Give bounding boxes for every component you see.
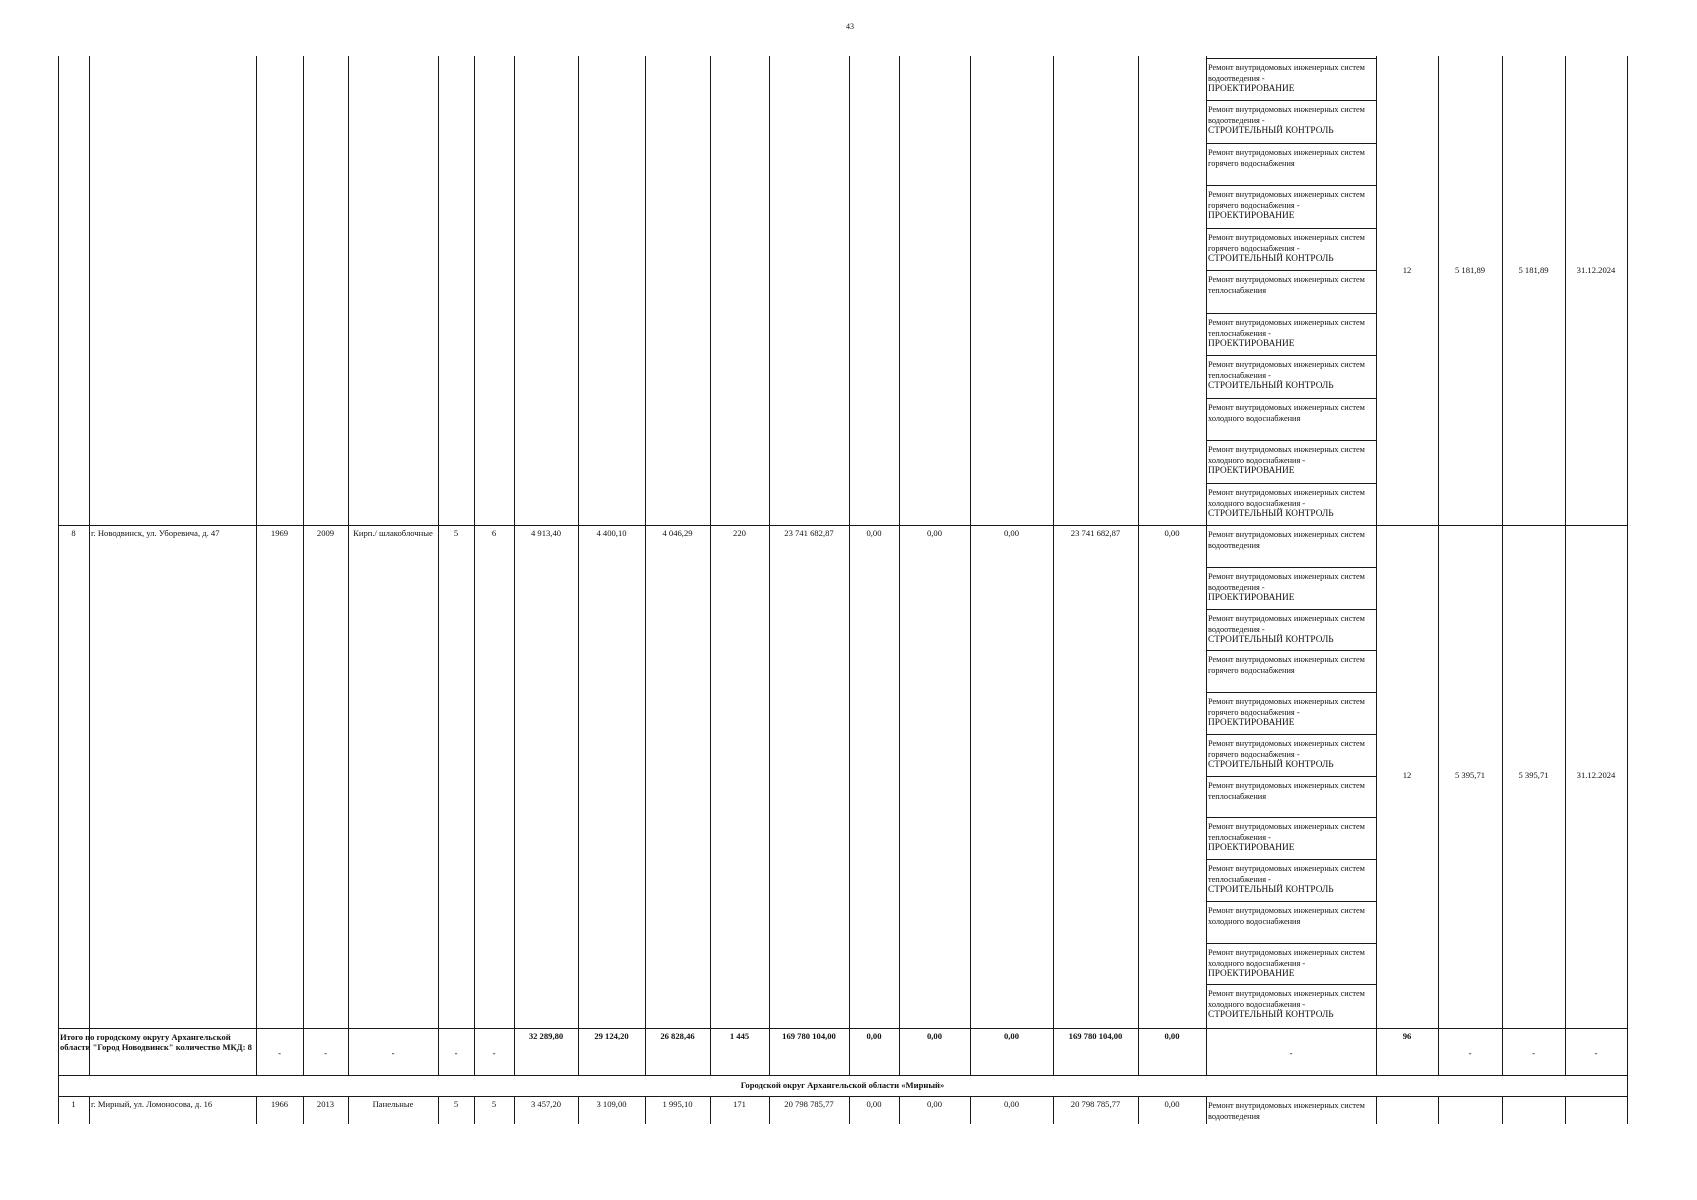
work-item-stage: ПРОЕКТИРОВАНИЕ [1208,466,1295,476]
section-title: Городской округ Архангельской области «Мирный» [740,1080,945,1090]
grid-vline [303,56,304,1075]
grid-vline [1053,1096,1054,1124]
cell-max-unit-cost: 5 395,71 [1518,770,1549,780]
work-item-stage: ПРОЕКТИРОВАНИЕ [1208,339,1295,349]
grid-hline [1206,943,1376,944]
total-total-area: 32 289,80 [528,1031,564,1041]
grid-hline [1206,525,1376,526]
grid-vline [1627,1075,1628,1096]
grid-vline [514,1096,515,1124]
grid-vline [1565,1096,1566,1124]
grid-vline [58,1075,59,1096]
grid-vline [89,1096,90,1124]
grid-vline [348,56,349,1075]
work-item [1208,572,1376,604]
work-item-text: Ремонт внутридомовых инженерных систем холодного водоснабжения - [1208,948,1365,968]
work-item-text: Ремонт внутридомовых инженерных систем водоотведения - [1208,572,1365,592]
grid-hline [58,525,1627,526]
work-item-text: Ремонт внутридомовых инженерных систем холодного водоснабжения - [1208,445,1365,465]
work-item-text: Ремонт внутридомовых инженерных систем теплоснабжения [1208,781,1365,801]
grid-vline [256,56,257,1075]
cell-area-residential: 1 995,10 [662,1099,693,1109]
work-item-text: Ремонт внутридомовых инженерных систем горячего водоснабжения [1208,655,1365,675]
cell-row-no: 8 [71,528,76,538]
grid-hline [1206,859,1376,860]
cell-cost-owners: 23 741 682,87 [1070,528,1121,538]
work-item-text: Ремонт внутридомовых инженерных систем теплоснабжения - [1208,318,1365,338]
work-item [1208,445,1376,477]
grid-vline [1502,1096,1503,1124]
cell-cost-fund: 0,00 [866,528,882,538]
work-item-stage: СТРОИТЕЛЬНЫЙ КОНТРОЛЬ [1208,760,1334,770]
cell-cost-other: 0,00 [1164,528,1180,538]
work-item [1208,148,1376,169]
grid-vline [970,1096,971,1124]
work-item [1208,488,1376,520]
total-dash: - [1532,1048,1535,1058]
work-item-stage: СТРОИТЕЛЬНЫЙ КОНТРОЛЬ [1208,885,1334,895]
work-item [1208,948,1376,980]
total-cost-local: 0,00 [1003,1031,1020,1041]
grid-hline [1206,609,1376,610]
grid-hline [1206,143,1376,144]
cell-unit-cost: 5 395,71 [1454,770,1486,780]
grid-hline [1206,567,1376,568]
work-item [1208,63,1376,95]
grid-hline [1206,228,1376,229]
grid-vline [899,56,900,1075]
total-dash: - [278,1048,281,1058]
cell-floors: 5 [453,528,459,538]
grid-hline [1206,984,1376,985]
grid-vline [849,1096,850,1124]
work-item [1208,614,1376,646]
grid-hline [1206,1096,1376,1097]
grid-vline [899,1096,900,1124]
grid-vline [710,1096,711,1124]
work-item-text: Ремонт внутридомовых инженерных систем водоотведения [1208,1101,1365,1121]
work-item-stage: СТРОИТЕЛЬНЫЙ КОНТРОЛЬ [1208,126,1334,136]
work-item-stage: СТРОИТЕЛЬНЫЙ КОНТРОЛЬ [1208,1010,1334,1020]
grid-vline [1138,1096,1139,1124]
grid-vline [1502,56,1503,1075]
cell-cost-owners: 20 798 785,77 [1070,1099,1121,1109]
grid-hline [1206,58,1376,59]
grid-vline [474,1096,475,1124]
cell-cost-fund: 0,00 [866,1099,882,1109]
grid-vline [89,56,90,1075]
work-item [1208,989,1376,1021]
work-item [1208,360,1376,392]
grid-vline [303,1096,304,1124]
work-item-stage: СТРОИТЕЛЬНЫЙ КОНТРОЛЬ [1208,635,1334,645]
total-cost-region: 0,00 [926,1031,943,1041]
work-item-stage: ПРОЕКТИРОВАНИЕ [1208,84,1295,94]
cell-deadline: 31.12.2024 [1576,265,1616,275]
grid-vline [578,1096,579,1124]
work-item-stage: ПРОЕКТИРОВАНИЕ [1208,969,1295,979]
cell-floors: 5 [453,1099,459,1109]
grid-vline [1138,56,1139,1075]
grid-vline [769,56,770,1075]
total-work-count: 96 [1402,1031,1412,1041]
cell-residents: 220 [733,528,746,538]
total-cost-other: 0,00 [1164,1031,1180,1041]
grid-hline [1206,100,1376,101]
cell-cost-region: 0,00 [926,528,943,538]
grid-vline [645,1096,646,1124]
grid-hline [58,1096,1627,1097]
grid-vline [1206,1096,1207,1124]
cell-total-area: 4 913,40 [530,528,562,538]
grid-hline [1206,313,1376,314]
work-item-text: Ремонт внутридомовых инженерных систем горячего водоснабжения - [1208,233,1365,253]
work-item-text: Ремонт внутридомовых инженерных систем теплоснабжения [1208,275,1365,295]
work-item-stage: ПРОЕКТИРОВАНИЕ [1208,718,1295,728]
cell-cost-region: 0,00 [926,1099,943,1109]
grid-vline [1206,56,1207,1075]
work-item-text: Ремонт внутридомовых инженерных систем теплоснабжения - [1208,360,1365,380]
work-item [1208,781,1376,802]
cell-row-no: 1 [71,1099,76,1109]
total-dash: - [391,1048,395,1058]
work-item-text: Ремонт внутридомовых инженерных систем горячего водоснабжения - [1208,697,1365,717]
total-cost-fund: 0,00 [866,1031,882,1041]
work-item [1208,822,1376,854]
grid-vline [645,56,646,1075]
cell-work-count: 12 [1402,770,1412,780]
cell-year-built: 1969 [270,528,289,538]
grid-vline [438,56,439,1075]
grid-hline [1206,355,1376,356]
work-item-text: Ремонт внутридомовых инженерных систем водоотведения [1208,530,1365,550]
grid-vline [1438,56,1439,1075]
grid-vline [438,1096,439,1124]
grid-hline [1206,901,1376,902]
total-dash: - [1289,1048,1293,1058]
work-item [1208,530,1376,551]
total-dash: - [1468,1048,1472,1058]
grid-vline [514,56,515,1075]
work-item [1208,105,1376,137]
grid-hline [1206,398,1376,399]
total-area-residential: 26 828,46 [660,1031,695,1041]
cell-cost-local: 0,00 [1003,528,1020,538]
grid-hline [1206,185,1376,186]
cell-wall-material: Кирп./ шлакоблочные [353,528,433,538]
grid-vline [578,56,579,1075]
work-item-text: Ремонт внутридомовых инженерных систем теплоснабжения - [1208,864,1365,884]
cell-cost-other: 0,00 [1164,1099,1180,1109]
work-item-stage: ПРОЕКТИРОВАНИЕ [1208,211,1295,221]
work-item-text: Ремонт внутридомовых инженерных систем водоотведения - [1208,63,1365,83]
total-cost-total: 169 780 104,00 [782,1031,836,1041]
cell-cost-total: 23 741 682,87 [784,528,834,538]
cell-year-overhaul: 2009 [316,528,335,538]
grid-vline [1053,56,1054,1075]
cell-deadline: 31.12.2024 [1576,770,1616,780]
grid-hline [1206,440,1376,441]
work-item-text: Ремонт внутридомовых инженерных систем холодного водоснабжения - [1208,989,1365,1009]
grid-vline [348,1096,349,1124]
cell-area-premises: 3 109,00 [596,1099,627,1109]
cell-cost-total: 20 798 785,77 [784,1099,834,1109]
work-item [1208,275,1376,296]
grid-vline [710,56,711,1075]
work-item [1208,739,1376,771]
work-item-stage: СТРОИТЕЛЬНЫЙ КОНТРОЛЬ [1208,254,1334,264]
cell-max-unit-cost: 5 181,89 [1518,265,1549,275]
grid-vline [1627,56,1628,1075]
work-item [1208,655,1376,676]
cell-entrances: 6 [491,528,497,538]
grid-vline [1627,1096,1628,1124]
work-item-text: Ремонт внутридомовых инженерных систем теплоснабжения - [1208,822,1365,842]
work-item-text: Ремонт внутридомовых инженерных систем горячего водоснабжения [1208,148,1365,168]
grid-hline [1206,483,1376,484]
grid-vline [474,56,475,1075]
grid-vline [1376,56,1377,1075]
grid-hline [58,1028,1627,1029]
grid-hline [1206,650,1376,651]
cell-cost-local: 0,00 [1003,1099,1020,1109]
work-item-stage: СТРОИТЕЛЬНЫЙ КОНТРОЛЬ [1208,509,1334,519]
work-item-text: Ремонт внутридомовых инженерных систем холодного водоснабжения - [1208,488,1365,508]
cell-year-built: 1966 [270,1099,289,1109]
cell-work-count: 12 [1402,265,1412,275]
total-dash: - [454,1048,458,1058]
grid-hline [1206,776,1376,777]
cell-year-overhaul: 2013 [316,1099,335,1109]
cell-total-area: 3 457,20 [530,1099,562,1109]
grid-hline [1206,692,1376,693]
work-item-text: Ремонт внутридомовых инженерных систем водоотведения - [1208,614,1365,634]
work-item [1208,190,1376,222]
grid-vline [1376,1096,1377,1124]
work-item [1208,697,1376,729]
work-item [1208,233,1376,265]
grid-vline [58,56,59,1075]
work-item [1208,906,1376,927]
total-label: Итого по городскому округу Архангельской области "Город Новодвинск" количество МКД: 8 [60,1032,252,1052]
cell-area-premises: 4 400,10 [596,528,627,538]
grid-vline [256,1096,257,1124]
grid-hline [1206,734,1376,735]
cell-unit-cost: 5 181,89 [1454,265,1486,275]
work-item-text: Ремонт внутридомовых инженерных систем горячего водоснабжения - [1208,190,1365,210]
grid-hline [58,1075,1627,1076]
cell-entrances: 5 [491,1099,497,1109]
total-dash: - [1594,1048,1598,1058]
work-item [1208,1101,1376,1122]
total-dash: - [324,1048,327,1058]
grid-vline [1438,1096,1439,1124]
total-cost-owners: 169 780 104,00 [1068,1031,1123,1041]
cell-address: г. Новодвинск, ул. Уборевича, д. 47 [91,528,220,538]
work-item-text: Ремонт внутридомовых инженерных систем водоотведения - [1208,105,1365,125]
grid-vline [1565,56,1566,1075]
grid-hline [1206,817,1376,818]
total-area-premises: 29 124,20 [594,1031,629,1041]
cell-area-residential: 4 046,29 [662,528,693,538]
work-item-text: Ремонт внутридомовых инженерных систем горячего водоснабжения - [1208,739,1365,759]
work-item [1208,318,1376,350]
work-item-stage: ПРОЕКТИРОВАНИЕ [1208,593,1295,603]
grid-hline [1206,270,1376,271]
work-item-stage: ПРОЕКТИРОВАНИЕ [1208,843,1295,853]
grid-vline [58,1096,59,1124]
cell-residents: 171 [733,1099,746,1109]
work-item [1208,403,1376,424]
cell-wall-material: Панельные [372,1099,414,1109]
work-item-stage: СТРОИТЕЛЬНЫЙ КОНТРОЛЬ [1208,381,1334,391]
page-number: 43 [846,22,854,31]
total-residents: 1 445 [729,1031,750,1041]
grid-vline [849,56,850,1075]
work-item-text: Ремонт внутридомовых инженерных систем холодного водоснабжения [1208,403,1365,423]
cell-address: г. Мирный, ул. Ломоносова, д. 16 [91,1099,213,1109]
work-item [1208,864,1376,896]
work-item-text: Ремонт внутридомовых инженерных систем холодного водоснабжения [1208,906,1365,926]
grid-vline [970,56,971,1075]
total-dash: - [492,1048,496,1058]
grid-vline [769,1096,770,1124]
